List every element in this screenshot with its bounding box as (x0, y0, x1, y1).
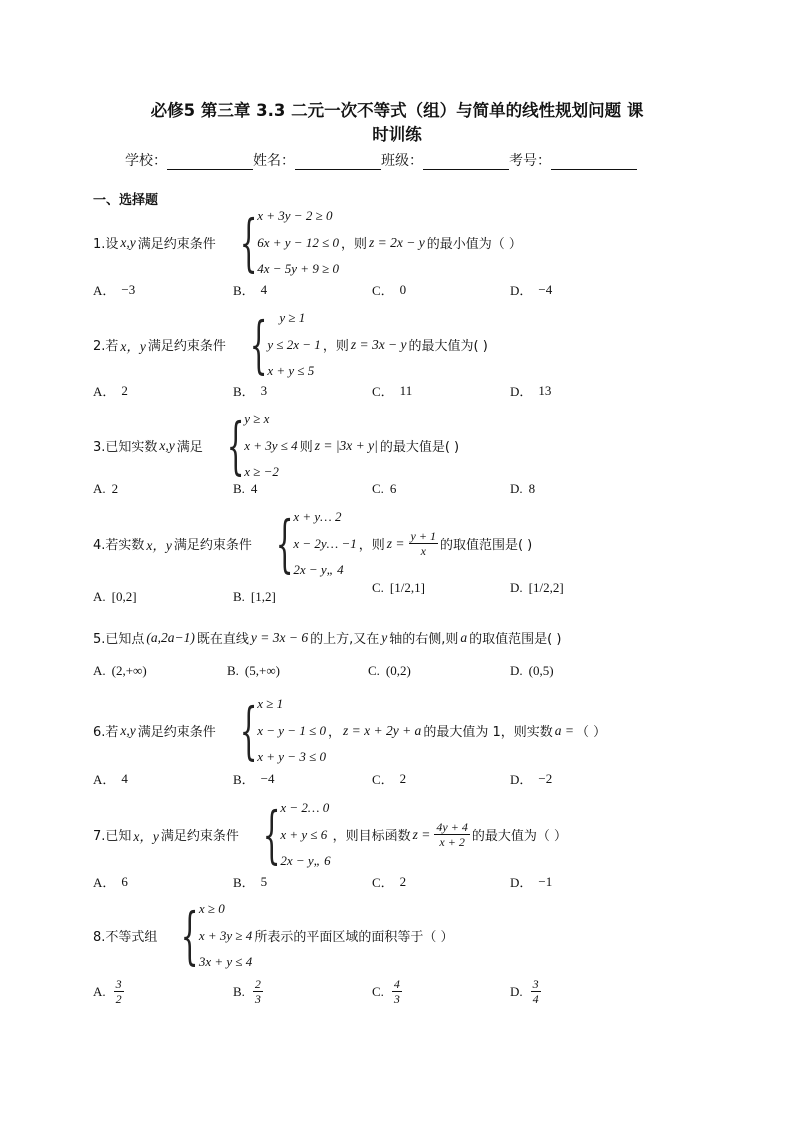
question-6 (93, 694, 606, 767)
q5-point: (a,2a−1) (146, 629, 195, 645)
q6-suffix-2: （ ） (575, 725, 607, 740)
q3-constraint-1: y ≥ x (244, 411, 270, 426)
class-blank[interactable] (423, 153, 509, 170)
left-brace: { (275, 507, 294, 580)
q1-constraint-2: 6x + y − 12 ≤ 0 (257, 234, 339, 250)
q4-option-a[interactable]: A. [0,2] (93, 589, 137, 604)
q7-prefix: 7.已知 (93, 829, 132, 844)
q2-vars: x，y (120, 338, 146, 354)
q5-text-b: 既在直线 (196, 632, 249, 647)
q8-a-numerator: 3 (115, 977, 122, 991)
question-4 (93, 507, 532, 580)
q3-after: 则 (299, 440, 313, 455)
q6-option-b[interactable]: B． −4 (233, 770, 275, 787)
q6-options (93, 769, 713, 791)
title-line-2: 时训练 (372, 125, 422, 144)
q1-option-c[interactable]: C． 0 (372, 281, 407, 298)
q2-options (93, 381, 713, 403)
name-label: 姓名： (253, 153, 295, 169)
q6-objective: z = x + 2y + a (342, 722, 422, 738)
q3-objective: z = |3x + y| (314, 437, 378, 453)
left-brace: { (239, 694, 258, 767)
q5-option-d[interactable]: D. (0,5) (510, 663, 554, 678)
q6-option-d[interactable]: D． −2 (510, 770, 553, 787)
q8-option-b[interactable]: B. $\frac{2}{3}$ (233, 977, 261, 1006)
left-brace: { (226, 409, 245, 482)
q3-option-d[interactable]: D. 8 (510, 481, 536, 496)
q8-constraint-1: x ≥ 0 (198, 901, 225, 916)
q6-option-c[interactable]: C． 2 (372, 770, 407, 787)
q4-fraction-denominator: x (420, 544, 426, 558)
q8-b-denominator: 3 (254, 992, 261, 1006)
q7-options (93, 872, 713, 894)
q7-vars: x，y (133, 828, 159, 844)
q8-option-c[interactable]: C. $\frac{4}{3}$ (372, 977, 400, 1006)
q5-axis: y (381, 629, 388, 645)
q1-prefix: 1.设 (93, 237, 119, 252)
q4-constraint-system (254, 507, 357, 580)
q7-constraint-3: 2x − y„ 6 (280, 853, 331, 868)
q1-options (93, 280, 713, 302)
q7-after: ，则目标函数 (332, 829, 411, 844)
title-line-1: 必修5 第三章 3.3 二元一次不等式（组）与简单的线性规划问题 课 (150, 101, 644, 120)
q4-prefix: 4.若实数 (93, 538, 145, 553)
q7-constraint-1: x − 2… 0 (280, 800, 330, 815)
q7-fraction-denominator: x + 2 (439, 835, 465, 849)
q3-suffix: 的最大值是( ) (379, 440, 460, 455)
q6-constraint-1: x ≥ 1 (257, 696, 284, 711)
q1-mid: 满足约束条件 (137, 237, 216, 252)
q4-vars: x，y (146, 537, 172, 553)
q7-option-b[interactable]: B． 5 (233, 873, 268, 890)
q4-options (93, 580, 713, 611)
q2-option-c[interactable]: C． 11 (372, 382, 413, 399)
q3-constraint-system (205, 409, 298, 482)
q3-options (93, 481, 713, 503)
q2-constraint-1: y ≥ 1 (279, 310, 306, 325)
q5-option-a[interactable]: A. (2,+∞) (93, 663, 147, 678)
q2-prefix: 2.若 (93, 339, 119, 354)
q8-constraint-system (159, 899, 252, 972)
q2-constraint-2: y ≤ 2x − 1 (267, 336, 321, 352)
q6-option-a[interactable]: A． 4 (93, 770, 128, 787)
q2-option-d[interactable]: D． 13 (510, 382, 552, 399)
q8-c-numerator: 4 (393, 977, 400, 991)
q4-after: ，则 (358, 538, 385, 553)
question-8 (93, 899, 453, 972)
q1-constraint-system (218, 206, 339, 279)
q3-constraint-2: x + 3y ≤ 4 (244, 437, 298, 453)
q4-constraint-1: x + y… 2 (293, 509, 342, 524)
q5-option-c[interactable]: C. (0,2) (368, 663, 411, 678)
q4-constraint-3: 2x − y„ 4 (293, 562, 344, 577)
q7-option-a[interactable]: A． 6 (93, 873, 128, 890)
q4-option-c[interactable]: C. [1/2,1] (372, 580, 425, 595)
q8-prefix: 8.不等式组 (93, 930, 158, 945)
q4-constraint-2: x − 2y… −1 (293, 535, 357, 551)
q2-after: ，则 (322, 339, 349, 354)
exam-no-label: 考号： (509, 153, 551, 169)
q1-option-a[interactable]: A． −3 (93, 281, 136, 298)
q2-suffix: 的最大值为( ) (408, 339, 488, 354)
question-1 (93, 206, 522, 279)
q8-constraint-2: x + 3y ≥ 4 (198, 927, 253, 943)
q8-b-numerator: 2 (254, 977, 261, 991)
section-title: 一、选择题 (93, 193, 159, 208)
q6-after: ， (327, 725, 341, 740)
q6-unknown: a = (554, 722, 574, 738)
q3-vars: x,y (159, 437, 175, 453)
q5-text-d: 轴的右侧,则 (389, 632, 459, 647)
q7-constraint-2: x + y ≤ 6 (280, 826, 328, 842)
q7-objective: z = (412, 826, 431, 842)
q6-vars: x,y (120, 722, 136, 738)
left-brace: { (181, 899, 199, 972)
q4-mid: 满足约束条件 (173, 538, 252, 553)
question-2 (93, 308, 488, 381)
q4-option-c-value: [1/2,1] (389, 580, 425, 595)
q6-constraint-2: x − y − 1 ≤ 0 (257, 722, 326, 738)
q3-mid: 满足 (176, 440, 203, 455)
q7-fraction-numerator: 4y + 4 (436, 820, 468, 834)
q2-constraint-system (228, 308, 321, 381)
q1-option-b[interactable]: B． 4 (233, 281, 268, 298)
question-5 (93, 628, 561, 647)
q5-line: y = 3x − 6 (250, 629, 309, 645)
q1-suffix: 的最小值为（ ） (426, 237, 522, 252)
q2-objective: z = 3x − y (350, 336, 407, 352)
q6-mid: 满足约束条件 (137, 725, 216, 740)
q8-a-denominator: 2 (115, 992, 122, 1006)
name-blank[interactable] (295, 153, 381, 170)
q8-options (93, 977, 713, 1006)
q8-constraint-3: 3x + y ≤ 4 (198, 954, 253, 969)
q3-option-c[interactable]: C. 6 (372, 481, 397, 496)
q2-mid: 满足约束条件 (147, 339, 226, 354)
q1-objective: z = 2x − y (368, 234, 425, 250)
q4-fraction (409, 529, 438, 558)
q2-option-a[interactable]: A． 2 (93, 382, 128, 399)
class-label: 班级： (381, 153, 423, 169)
school-label: 学校： (125, 153, 167, 169)
q1-option-d[interactable]: D． −4 (510, 281, 553, 298)
q5-option-b[interactable]: B. (5,+∞) (227, 663, 280, 678)
q6-constraint-3: x + y − 3 ≤ 0 (257, 749, 326, 764)
q1-after: ，则 (340, 237, 367, 252)
q4-objective: z = (386, 535, 405, 551)
q8-d-numerator: 3 (532, 977, 539, 991)
q4-option-d[interactable]: D. [1/2,2] (510, 580, 564, 595)
q5-variable: a (460, 629, 468, 645)
q6-constraint-system (218, 694, 326, 767)
q1-constraint-3: 4x − 5y + 9 ≥ 0 (257, 261, 339, 276)
q7-option-d[interactable]: D． −1 (510, 873, 553, 890)
left-brace: { (262, 798, 281, 871)
q5-text-a: 5.已知点 (93, 632, 145, 647)
q3-option-a[interactable]: A. 2 (93, 481, 119, 496)
page-title (90, 99, 704, 147)
q8-d-denominator: 4 (532, 992, 539, 1006)
q4-fraction-numerator: y + 1 (410, 529, 436, 543)
q4-option-b[interactable]: B. [1,2] (233, 589, 276, 604)
q5-options (93, 663, 713, 685)
q7-mid: 满足约束条件 (160, 829, 239, 844)
exam-no-blank[interactable] (551, 153, 637, 170)
q8-suffix: 所表示的平面区域的面积等于（ ） (254, 930, 454, 945)
q3-constraint-3: x ≥ −2 (244, 464, 279, 479)
question-7 (93, 798, 567, 871)
left-brace: { (239, 206, 258, 279)
q2-option-b[interactable]: B． 3 (233, 382, 268, 399)
left-brace: { (249, 308, 268, 381)
q6-suffix: 的最大值为 1，则实数 (423, 725, 553, 740)
q4-suffix: 的取值范围是( ) (439, 538, 533, 553)
q4-option-d-value: [1/2,2] (528, 580, 564, 595)
q6-prefix: 6.若 (93, 725, 119, 740)
q7-option-c[interactable]: C． 2 (372, 873, 407, 890)
q8-option-d[interactable]: D. $\frac{3}{4}$ (510, 977, 539, 1006)
q3-option-b[interactable]: B. 4 (233, 481, 258, 496)
school-blank[interactable] (167, 153, 253, 170)
q2-constraint-3: x + y ≤ 5 (267, 363, 315, 378)
question-3 (93, 409, 459, 482)
q5-text-c: 的上方,又在 (310, 632, 380, 647)
q1-constraint-1: x + 3y − 2 ≥ 0 (257, 208, 333, 223)
q1-vars: x,y (120, 234, 136, 250)
student-info-row (125, 150, 637, 170)
q5-text-e: 的取值范围是( ) (469, 632, 562, 647)
q3-prefix: 3.已知实数 (93, 440, 158, 455)
q7-fraction (434, 820, 469, 849)
q8-c-denominator: 3 (393, 992, 400, 1006)
q7-suffix: 的最大值为（ ） (471, 829, 567, 844)
q8-option-a[interactable]: A. $\frac{3}{2}$ (93, 977, 122, 1006)
q7-constraint-system (241, 798, 331, 871)
